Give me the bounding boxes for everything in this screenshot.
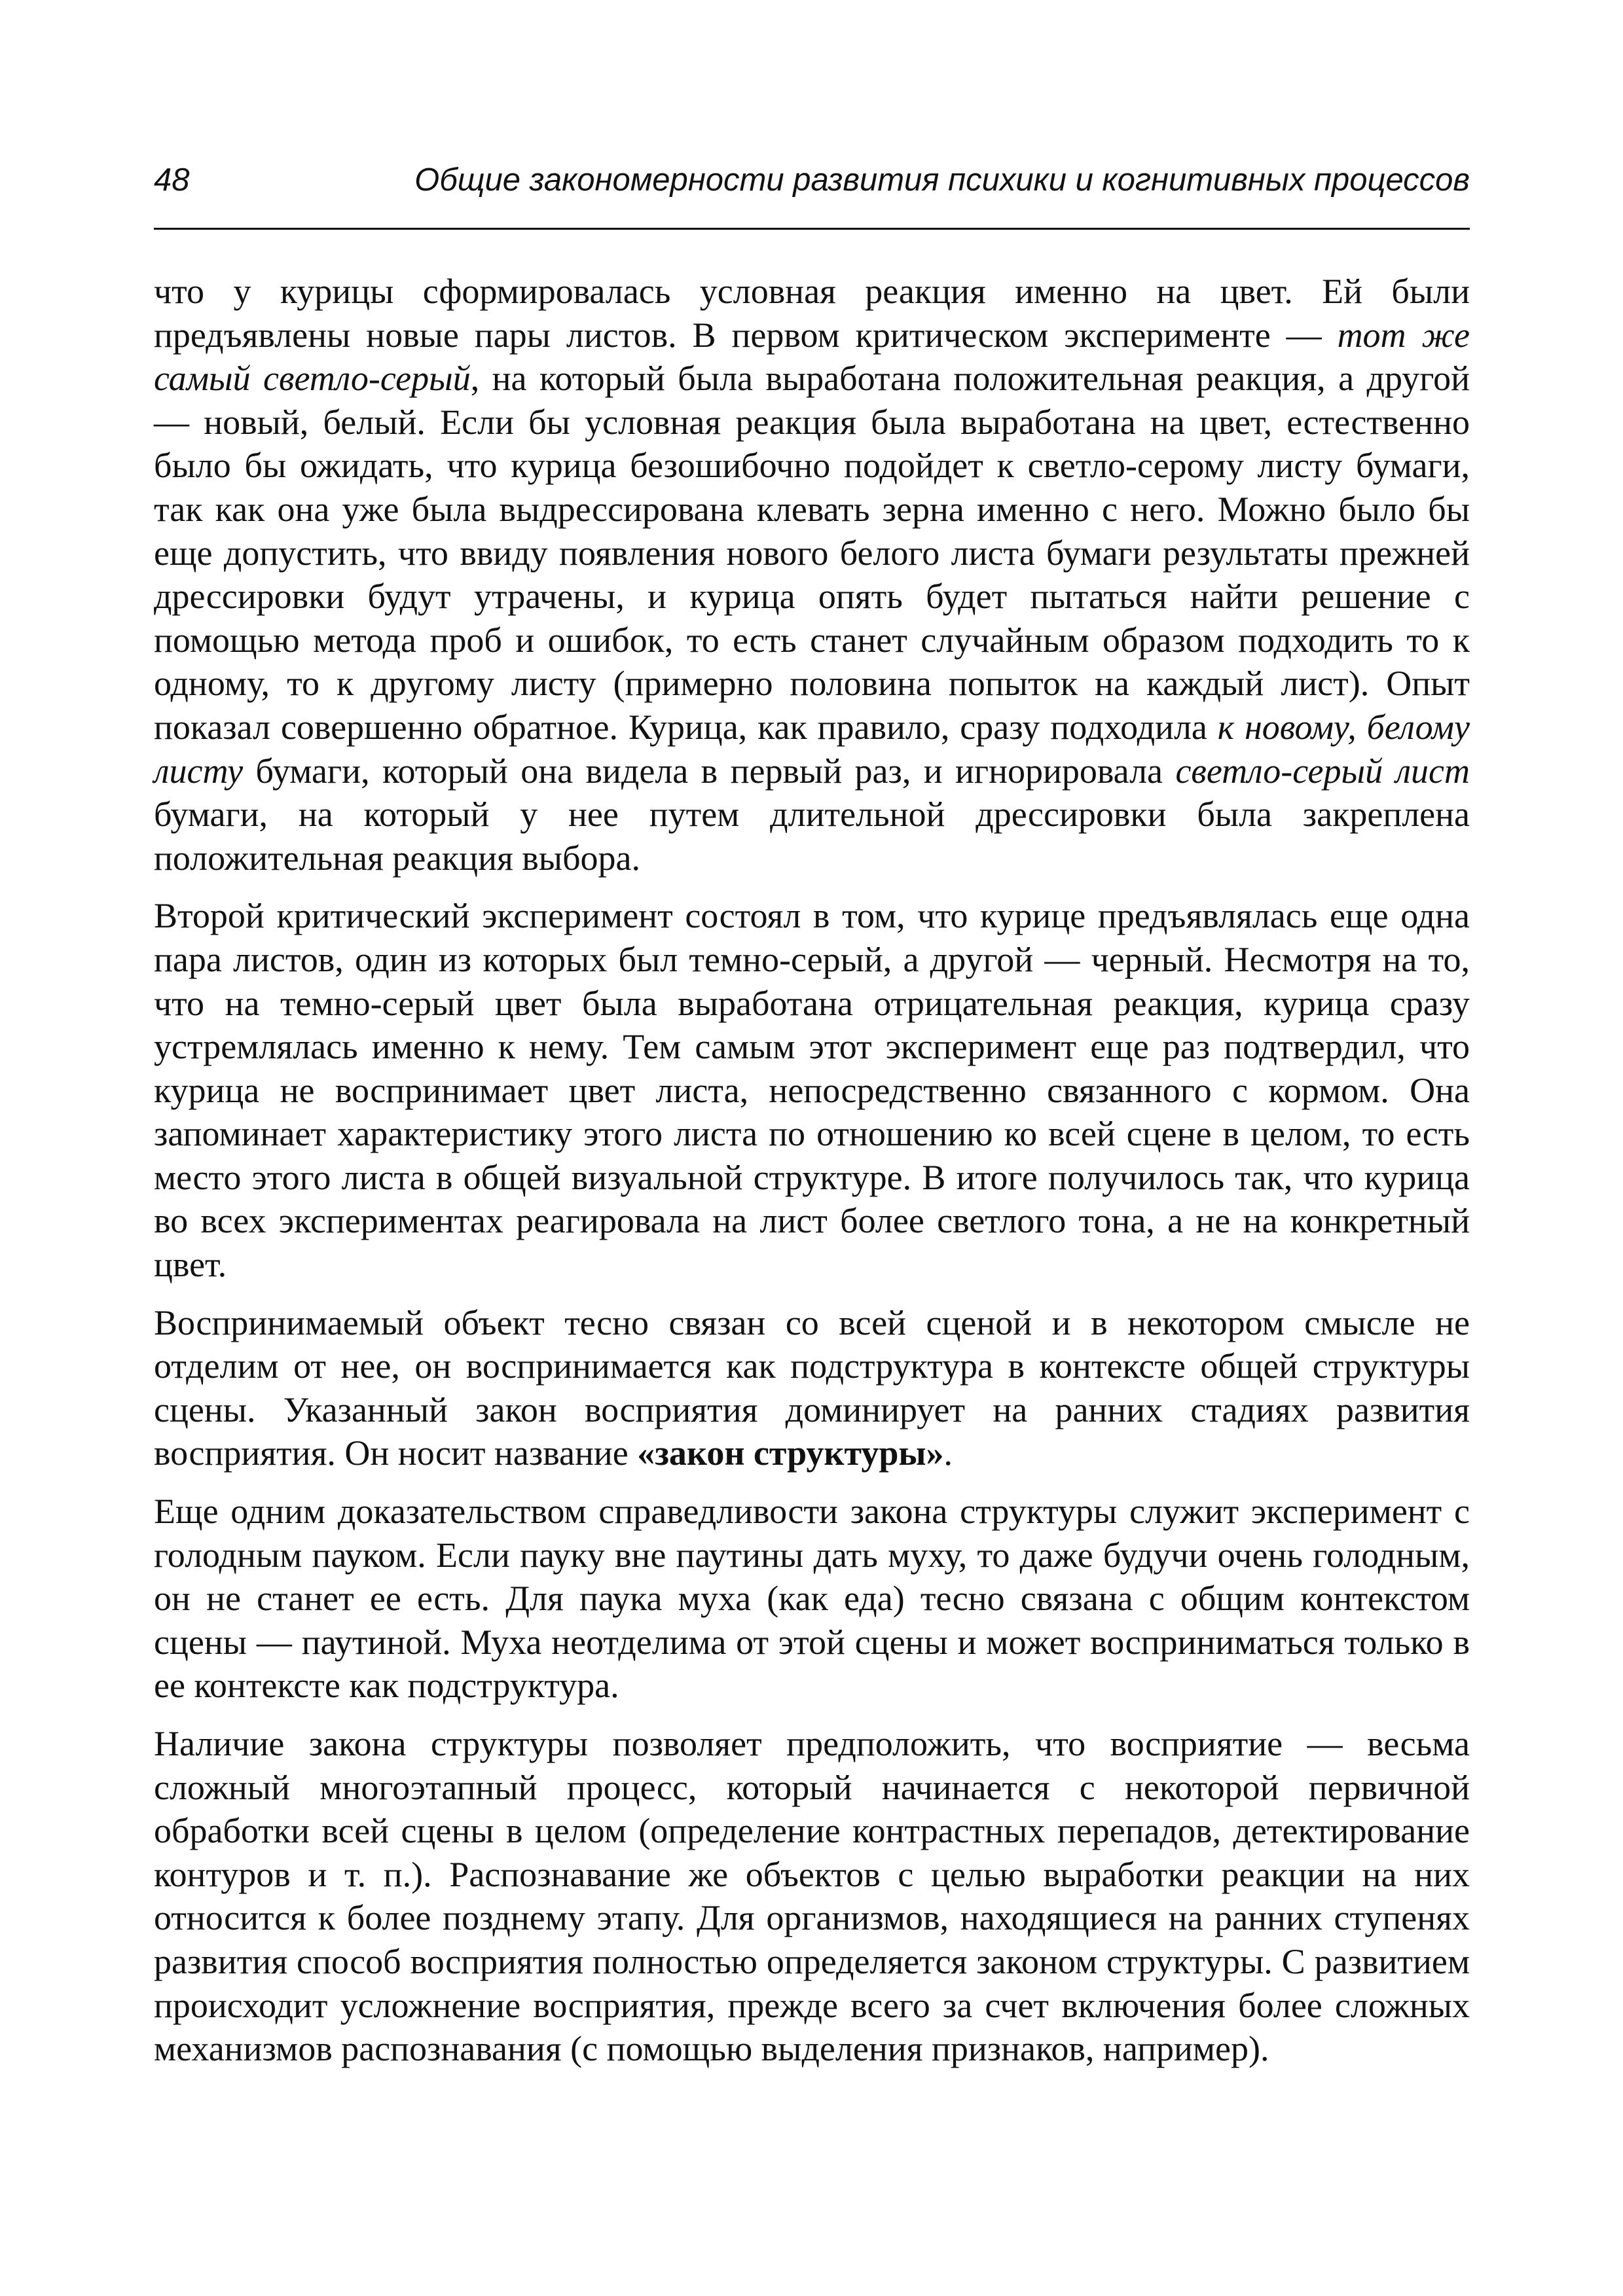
header-divider (154, 228, 1470, 230)
page-header (154, 157, 1470, 203)
text-run: что у курицы сформировалась условная реакция именно на цвет. Ей были предъявлены новые пары листов. В первом критическом эксперименте — (154, 272, 1470, 355)
text-run: Воспринимаемый объект тесно связан со всей сценой и в некотором смысле не отделим от нее, он воспринимается как подструктура в контексте общей структуры сцены. Указанный закон восприятия доминирует на ранних стадиях развития восприятия. Он носит название (154, 1302, 1470, 1473)
text-run: Еще одним доказательством справедливости закона структуры служит эксперимент с голодным пауком. Если пауку вне паутины дать муху, то даже будучи очень голодным, он не станет ее есть. Для паука муха (как еда) тесно связана с общим контекстом сцены — паутиной. Муха неотделима от этой сцены и может восприниматься только в ее контексте как подструктура. (154, 1492, 1470, 1706)
paragraph-law-of-structure (154, 1301, 1470, 1475)
body-text (154, 270, 1470, 2085)
text-run: бумаги, который она видела в первый раз, и игнорировала (243, 751, 1176, 791)
emphasis-italic: тот же самый светло-серый (154, 315, 1470, 399)
text-run: , на который была выработана положительная реакция, а другой — новый, белый. Если бы условная реакция была выработана на цвет, естественно было бы ожидать, что курица безошибочно подойдет к светло-серому листу бумаги, так как она уже была выдрессирована клевать зерна именно с него. Можно было бы еще допустить, что ввиду появления нового белого листа бумаги результаты прежней дрессировки будут утрачены, и курица опять будет пытаться найти решение с помощью метода проб и ошибок, то есть станет случайным образом подходить то к одному, то к другому листу (примерно половина попыток на каждый лист). Опыт показал совершенно обратное. Курица, как правило, сразу подходила (154, 359, 1470, 747)
text-run: Наличие закона структуры позволяет предположить, что восприятие — весьма сложный многоэтапный процесс, который начинается с некоторой первичной обработки всей сцены в целом (определение контрастных перепадов, детектирование контуров и т. п.). Распознавание же объектов с целью выработки реакции на них относится к более позднему этапу. Для организмов, находящиеся на ранних ступенях развития способ восприятия полностью определяется законом структуры. С развитием происходит усложнение восприятия, прежде всего за счет включения более сложных механизмов распознавания (с помощью выделения признаков, например). (154, 1724, 1470, 2069)
running-title: Общие закономерности развития психики и когнитивных процессов (414, 162, 1470, 198)
term-bold: «закон структуры» (637, 1433, 944, 1473)
book-page (154, 0, 1470, 2296)
emphasis-italic: светло-серый лист (1175, 751, 1470, 791)
paragraph-spider-experiment (154, 1490, 1470, 1708)
text-run: . (943, 1433, 953, 1473)
paragraph-perception-process (154, 1722, 1470, 2071)
page-number: 48 (154, 162, 190, 198)
emphasis-italic: к новому, белому листу (154, 707, 1470, 791)
text-run: Второй критический эксперимент состоял в том, что курице предъявлялась еще одна пара листов, один из которых был темно-серый, а другой — черный. Несмотря на то, что на темно-серый цвет была выработана отрицательная реакция, курица сразу устремлялась именно к нему. Тем самым этот эксперимент еще раз подтвердил, что курица не воспринимает цвет листа, непосредственно связанного с кормом. Она запоминает характеристику этого листа по отношению ко всей сцене в целом, то есть место этого листа в общей визуальной структуре. В итоге получилось так, что курица во всех экспериментах реагировала на лист более светлого тона, а не на конкретный цвет. (154, 896, 1470, 1285)
paragraph-chicken-experiment (154, 270, 1470, 880)
paragraph-second-experiment (154, 894, 1470, 1286)
text-run: бумаги, на который у нее путем длительной дрессировки была закреплена положительная реакция выбора. (154, 795, 1470, 878)
